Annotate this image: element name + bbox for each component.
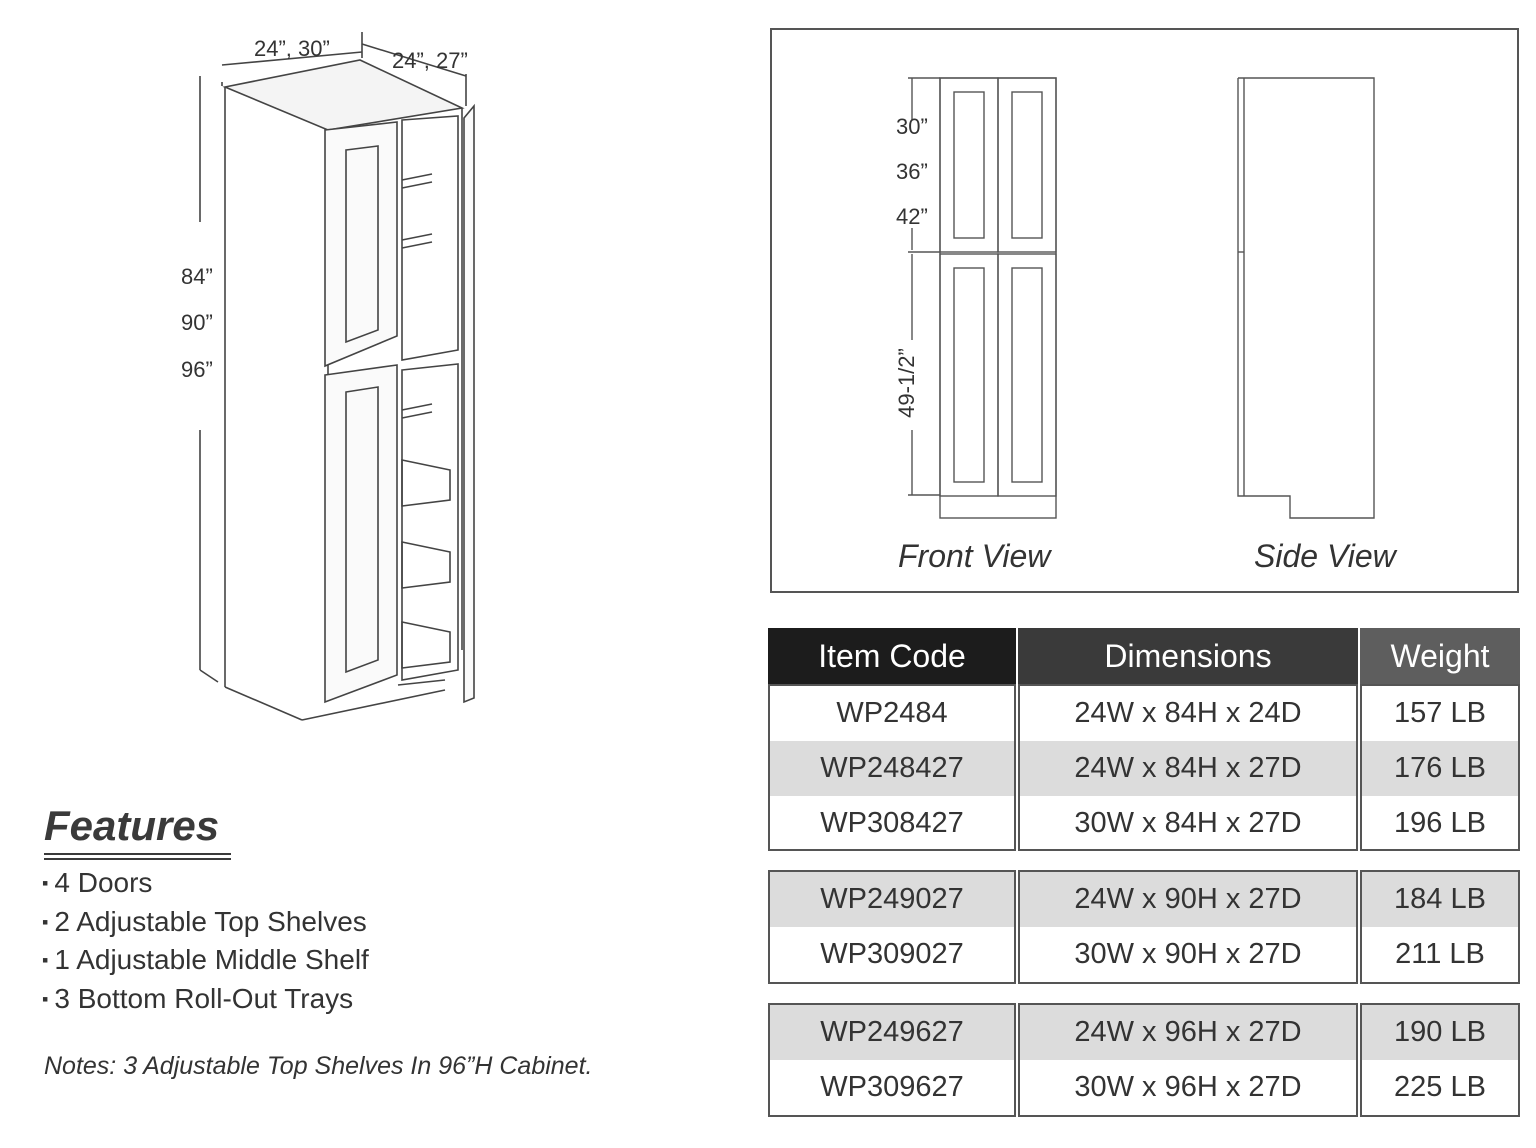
dimensions-group-90h <box>1018 870 1358 984</box>
item-code-group-96h <box>768 1003 1016 1117</box>
upper-height-label-36: 36” <box>896 159 928 184</box>
weight-cell: 184 LB <box>1362 872 1518 927</box>
feature-item <box>42 864 369 903</box>
dimensions-cell: 24W x 96H x 27D <box>1020 1005 1356 1060</box>
feature-text: 3 Bottom Roll-Out Trays <box>54 982 354 1014</box>
feature-item <box>42 980 369 1019</box>
feature-text: 1 Adjustable Middle Shelf <box>54 944 369 975</box>
dimensions-cell: 24W x 84H x 27D <box>1020 741 1356 796</box>
bullet-icon: ▪ <box>42 950 49 970</box>
height-label-84: 84” <box>181 264 213 289</box>
views-panel <box>770 28 1519 593</box>
item-code-cell: WP249627 <box>770 1005 1014 1060</box>
features-list <box>42 864 369 1018</box>
dimensions-cell: 24W x 84H x 24D <box>1074 697 1302 729</box>
item-code-group-90h <box>768 870 1016 984</box>
side-view-caption: Side View <box>1254 538 1396 574</box>
dimensions-cell: 30W x 90H x 27D <box>1074 938 1302 970</box>
item-code-header: Item Code <box>768 628 1016 684</box>
weight-header: Weight <box>1360 628 1520 684</box>
lower-height-label: 49-1/2” <box>893 348 919 418</box>
item-code-cell: WP309627 <box>820 1071 964 1103</box>
features-title: Features <box>44 802 220 849</box>
item-code-cell: WP308427 <box>820 807 964 839</box>
item-code-cell: WP309027 <box>820 938 964 970</box>
cabinet-illustration <box>170 30 490 740</box>
item-code-group-84h <box>768 684 1016 851</box>
feature-item <box>42 903 369 942</box>
width-dimension-label: 24”, 30” <box>254 36 330 61</box>
dimensions-cell: 24W x 90H x 27D <box>1020 872 1356 927</box>
features-underline-second <box>44 858 231 860</box>
feature-item <box>42 941 369 980</box>
weight-group-84h <box>1360 684 1520 851</box>
weight-cell: 196 LB <box>1394 807 1486 839</box>
upper-height-label-42: 42” <box>896 204 928 229</box>
dimensions-group-84h <box>1018 684 1358 851</box>
weight-group-90h <box>1360 870 1520 984</box>
weight-cell: 157 LB <box>1394 697 1486 729</box>
bullet-icon: ▪ <box>42 988 49 1009</box>
weight-cell: 225 LB <box>1394 1071 1486 1103</box>
item-code-cell: WP2484 <box>836 697 948 729</box>
isometric-cabinet-drawing <box>170 30 490 740</box>
dimensions-cell: 30W x 84H x 27D <box>1074 807 1302 839</box>
weight-cell: 176 LB <box>1362 741 1518 796</box>
dimensions-header: Dimensions <box>1018 628 1358 684</box>
dimensions-cell: 30W x 96H x 27D <box>1074 1071 1302 1103</box>
features-underline <box>44 853 231 855</box>
weight-group-96h <box>1360 1003 1520 1117</box>
weight-cell: 211 LB <box>1395 938 1485 970</box>
item-code-cell: WP249027 <box>770 872 1014 927</box>
depth-dimension-label: 24”, 27” <box>392 48 468 73</box>
notes-text: Notes: 3 Adjustable Top Shelves In 96”H Cabinet. <box>44 1052 593 1080</box>
upper-height-label-30: 30” <box>896 114 928 139</box>
feature-text: 4 Doors <box>54 867 153 898</box>
height-label-96: 96” <box>181 357 213 382</box>
front-side-views-drawing <box>772 30 1517 591</box>
front-view-caption: Front View <box>898 538 1051 574</box>
item-code-cell: WP248427 <box>770 741 1014 796</box>
bullet-icon: ▪ <box>42 873 49 893</box>
feature-text: 2 Adjustable Top Shelves <box>54 905 367 937</box>
height-label-90: 90” <box>181 310 213 335</box>
bullet-icon: ▪ <box>42 911 49 932</box>
weight-cell: 190 LB <box>1362 1005 1518 1060</box>
dimensions-group-96h <box>1018 1003 1358 1117</box>
